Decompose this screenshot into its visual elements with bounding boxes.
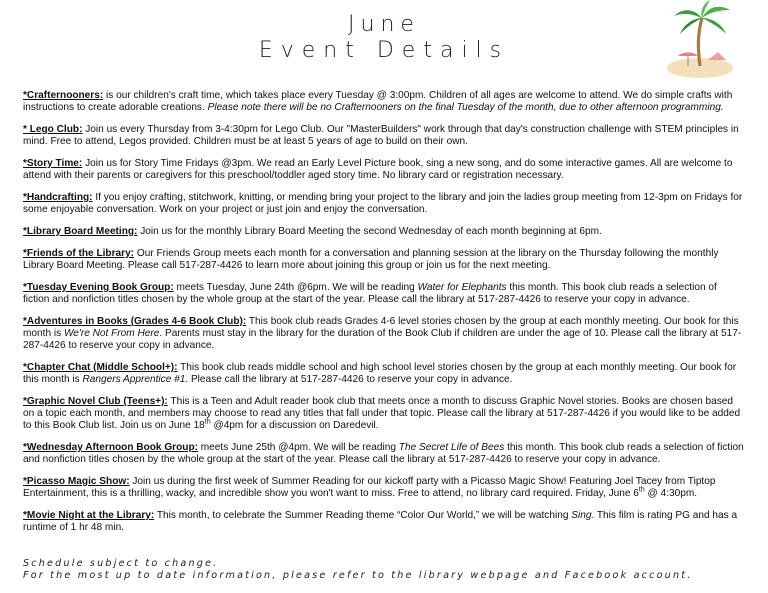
event-picasso-magic-show: *Picasso Magic Show: Join us during the first week of Summer Reading for our kickoff party with a Picasso Magic Show! Featuring Joel Tacey from Tiptop Entertainment, this is a thrilling, wacky, and incredible show you won't want to miss. Free to attend, no library card required. Friday, June 6th @ 4:30pm. [23, 476, 716, 499]
event-friends-of-the-library: *Friends of the Library: Our Friends Group meets each month for a conversation and planning session at the library on the Thursday following the monthly Library Board Meeting. Please call 517-287-4426 to learn more about joining this group or join us for the next meeting. [23, 248, 719, 271]
event-wednesday-afternoon-book-group: *Wednesday Afternoon Book Group: meets June 25th @4pm. We will be reading The Secret Life of Bees this month. This book club reads a selection of fiction and nonfiction titles chosen by the whole group at the start of the year. Please call the library at 517-287-4426 to reserve your copy in advance. [23, 442, 744, 465]
events-list [23, 90, 745, 544]
event-adventures-in-books: *Adventures in Books (Grades 4-6 Book Club): This book club reads Grades 4-6 level stories chosen by the group at each monthly meeting. Our book for this month is We're Not From Here. Parents must stay in the library for the duration of the Book Club if children are under the age of 10. Please call the library at 517-287-4426 to reserve your copy in advance. [23, 316, 742, 351]
event-handcrafting: *Handcrafting: If you enjoy crafting, stitchwork, knitting, or mending bring your project to the library and join the ladies group meeting from 12-3pm on Fridays for some enjoyable conversation. Work on your project or just join and enjoy the conversation. [23, 192, 743, 215]
footer-line-info: For the most up to date information, please refer to the library webpage and Facebook account. [23, 570, 693, 581]
event-lego-club: * Lego Club: Join us every Thursday from 3-4:30pm for Lego Club. Our "MasterBuilders" work through that day's construction challenge with STEM principles in mind. Free to attend, Legos provided. Children must be at least 5 years of age to build on their own. [23, 124, 739, 147]
event-tuesday-evening-book-group: *Tuesday Evening Book Group: meets Tuesday, June 24th @6pm. We will be reading Water for Elephants this month. This book club reads a selection of fiction and nonfiction titles chosen by the whole group at the start of the year. Please call the library at 517-287-4426 to reserve your copy in advance. [23, 282, 717, 305]
page-title-line-2: Event Details [258, 38, 510, 63]
footer-line-schedule: Schedule subject to change. [23, 558, 219, 569]
event-story-time: *Story Time: Join us for Story Time Fridays @3pm. We read an Early Level Picture book, sing a new song, and do some interactive games. All are welcome to attend with their parents or caregivers for this preschool/toddler aged story time. No library card or registration necessary. [23, 158, 733, 181]
page-title-line-1: June [348, 12, 420, 37]
event-movie-night: *Movie Night at the Library: This month, to celebrate the Summer Reading theme “Color Our World,” we will be watching Sing. This film is rating PG and has a runtime of 1 hr 48 min. [23, 510, 738, 533]
event-graphic-novel-club: *Graphic Novel Club (Teens+): This is a Teen and Adult reader book club that meets once a month to discuss Graphic Novel stories. Books are chosen based on a topic each month, and members may choose to read any titles that fall under that topic. Please call the library at 517-287-4426 if you would like to be added to this Book Club list. Join us on June 18th @4pm for a discussion on Daredevil. [23, 396, 741, 431]
footer-note [23, 558, 753, 582]
beach-palm-tree-icon [664, 0, 736, 80]
event-library-board-meeting: *Library Board Meeting: Join us for the monthly Library Board Meeting the second Wednesday of each month beginning at 6pm. [23, 226, 602, 237]
event-chapter-chat: *Chapter Chat (Middle School+): This book club reads middle school and high school level stories chosen by the group at each monthly meeting. Our book for this month is Rangers Apprentice #1. Please call the library at 517-287-4426 to reserve your copy in advance. [23, 362, 737, 385]
event-crafternooners: *Crafternooners: is our children's craft time, which takes place every Tuesday @ 3:00pm. Children of all ages are welcome to attend. We do simple crafts with instructions to create adorable creations. Please note there will be no Crafternooners on the final Tuesday of the month, due to other afternoon programming. [23, 90, 733, 113]
